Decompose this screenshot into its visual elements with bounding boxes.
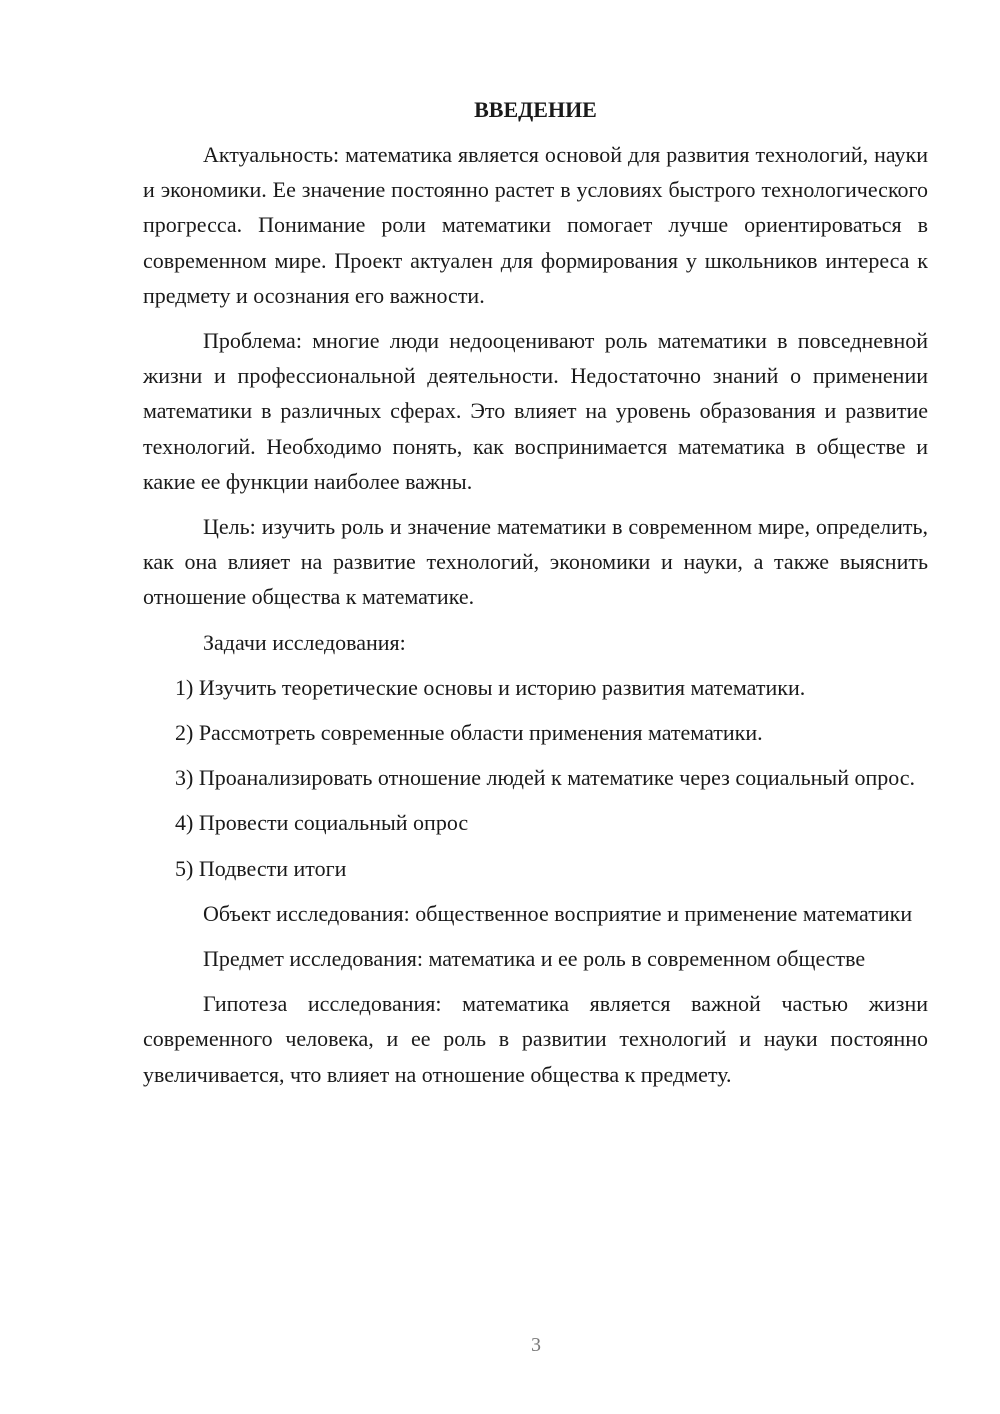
subject-paragraph: Предмет исследования: математика и ее роль в современном обществе [203, 946, 866, 972]
page-number: 3 [531, 1334, 541, 1356]
task-item-5: 5) Подвести итоги [175, 855, 347, 881]
object-paragraph: Объект исследования: общественное восприятие и применение математики [203, 900, 913, 926]
task-item-2: 2) Рассмотреть современные области применения математики. [175, 720, 763, 746]
goal-paragraph: Цель: изучить роль и значение математики в современном мире, определить, как она влияет на развитие технологий, экономики и науки, а также выяснить отношение общества к математике. [143, 514, 928, 610]
task-item-3: 3) Проанализировать отношение людей к математике через социальный опрос. [175, 765, 916, 791]
page-content [143, 92, 928, 1092]
section-title: ВВЕДЕНИЕ [474, 97, 597, 122]
task-item-4: 4) Провести социальный опрос [175, 810, 469, 836]
relevance-paragraph: Актуальность: математика является основой для развития технологий, науки и экономики. Ее значение постоянно растет в условиях быстрого технологического прогресса. Понимание роли математики помогает лучше ориентироваться в современном мире. Проект актуален для формирования у школьников интереса к предмету и осознания его важности. [143, 142, 928, 308]
hypothesis-paragraph: Гипотеза исследования: математика является важной частью жизни современного человека, и ее роль в развитии технологий и науки постоянно увеличивается, что влияет на отношение общества к предмету. [143, 991, 928, 1087]
task-item-1: 1) Изучить теоретические основы и историю развития математики. [175, 674, 806, 700]
problem-paragraph: Проблема: многие люди недооценивают роль математики в повседневной жизни и профессиональной деятельности. Недостаточно знаний о применении математики в различных сферах. Это влияет на уровень образования и развитие технологий. Необходимо понять, как воспринимается математика в обществе и какие ее функции наиболее важны. [143, 328, 928, 494]
tasks-heading: Задачи исследования: [203, 629, 406, 655]
